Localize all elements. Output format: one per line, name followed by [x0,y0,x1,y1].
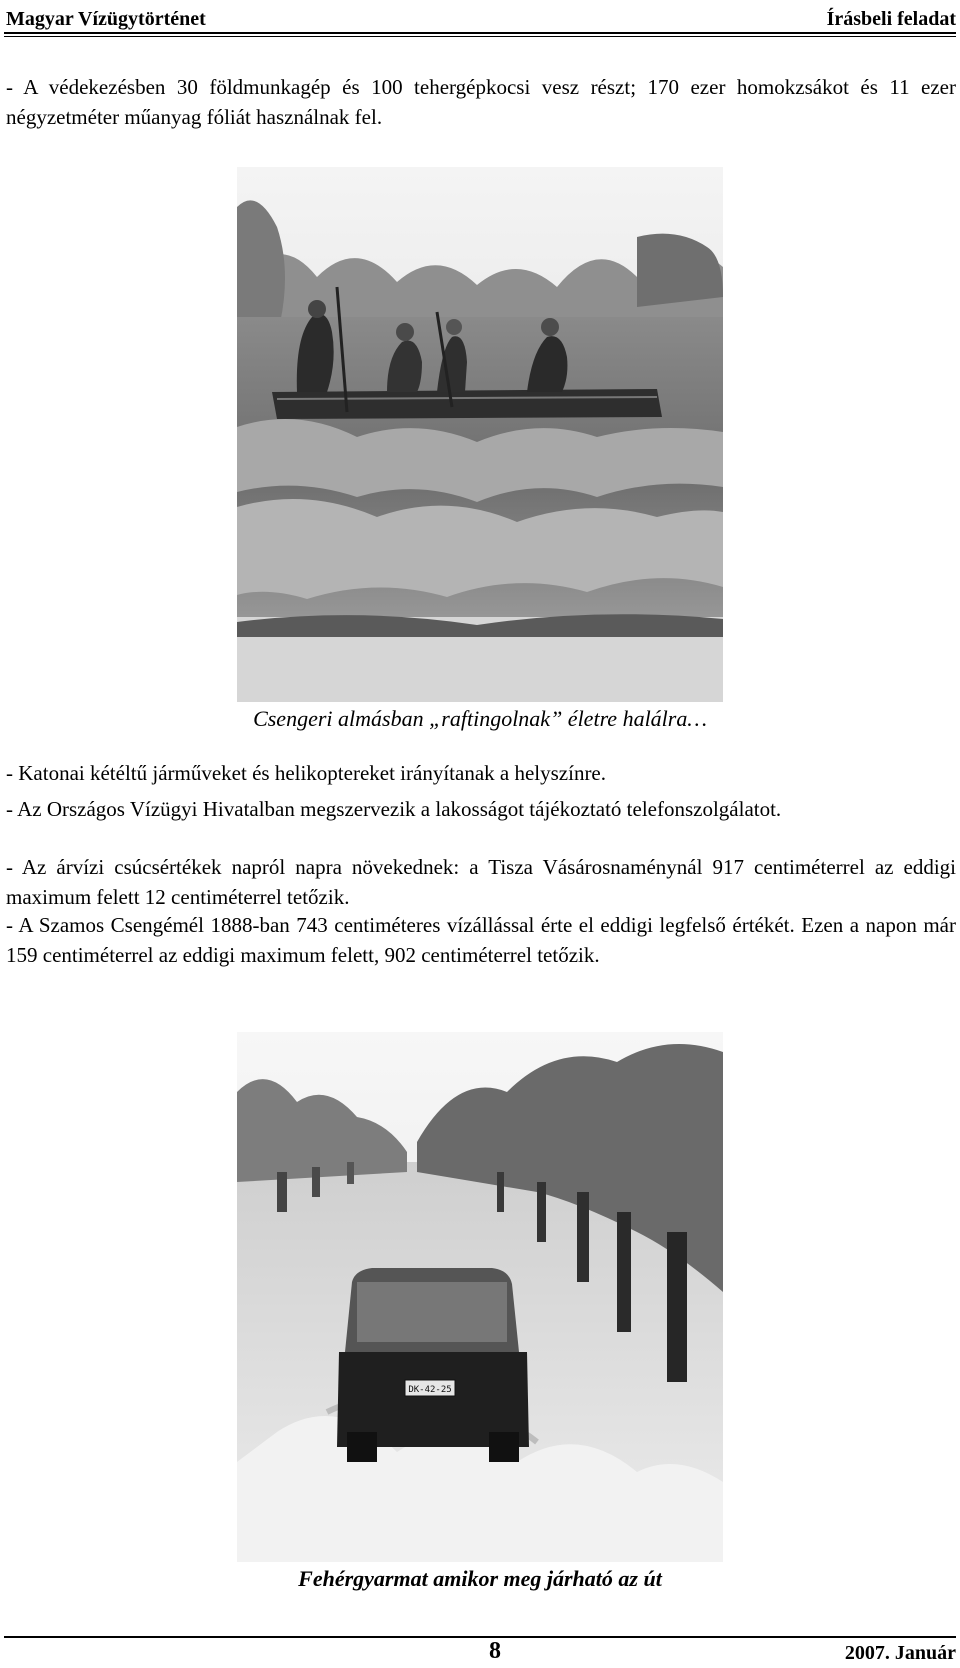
paragraph-hotline: - Az Országos Vízügyi Hivatalban megszervezik a lakosságot tájékoztató telefonszolgálatot. [6,797,782,821]
header-rule [4,32,956,37]
paragraph-equipment: - A védekezésben 30 földmunkagép és 100 tehergépkocsi vesz részt; 170 ezer homokzsákot és 11 ezer négyzetméter műanyag fóliát használnak fel. [6,75,956,129]
photo2-caption: Fehérgyarmat amikor meg járható az út [298,1566,662,1591]
photo-boat-flood [237,167,723,702]
photo1-caption: Csengeri almásban „raftingolnak” életre halálra… [253,706,707,731]
photo-flooded-road [237,1032,723,1562]
header-right-title: Írásbeli feladat [826,8,956,30]
paragraph-szamos: - A Szamos Csengémél 1888-ban 743 centiméteres vízállással érte el eddigi legfelső értékét. Ezen a napon már 159 centiméterrel az eddigi maximum felett, 902 centiméterrel tetőzik. [6,913,956,967]
footer-date: 2007. Január [844,1642,956,1664]
header-left-title: Magyar Vízügytörténet [6,8,206,30]
page-number: 8 [489,1638,501,1664]
paragraph-tisza: - Az árvízi csúcsértékek napról napra növekednek: a Tisza Vásárosnaménynál 917 centiméterrel az eddigi maximum felett 12 centiméterrel tetőzik. [6,855,956,909]
page-header [6,4,956,30]
license-plate: DK-42-25 [408,1385,452,1395]
paragraph-amphibious: - Katonai kétéltű járműveket és helikoptereket irányítanak a helyszínre. [6,761,607,785]
